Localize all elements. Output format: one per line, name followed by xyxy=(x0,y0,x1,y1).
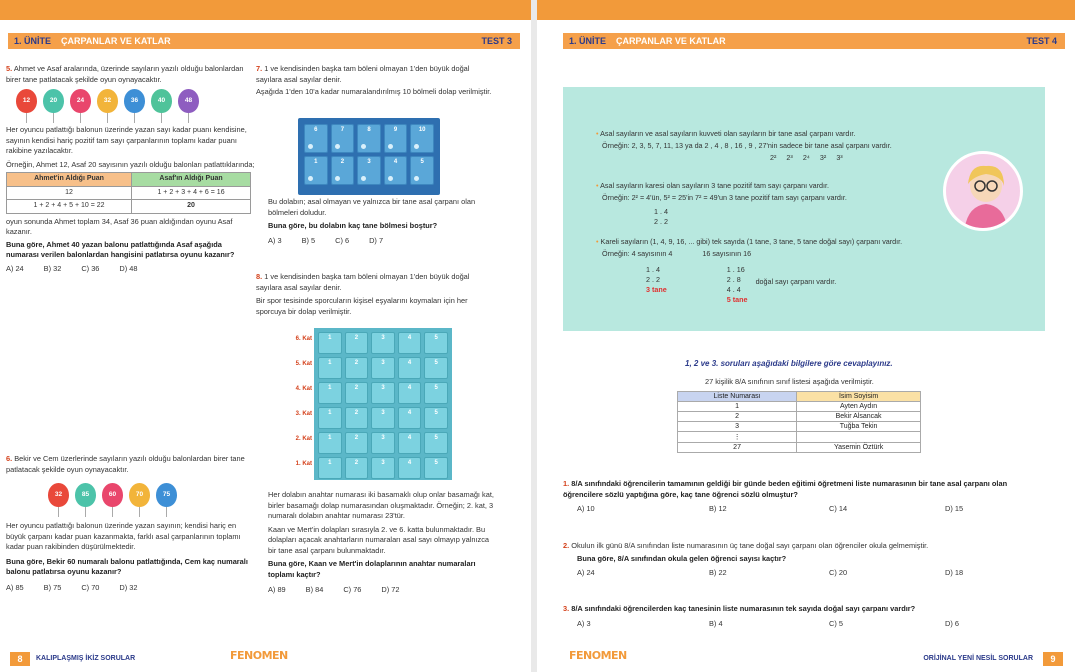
info-item-3: • Kareli sayıların (1, 4, 9, 16, ... gibi) tek sayıda (1 tane, 3 tane, 5 tane doğal sayı) çarpanı vardır. Örneğin: 4 sayısının 4 16 sayısının 16 1 . 4 2 . 2 3 tane 1 . 16 2 . 8 4 . 4 5 tane doğal sayı çarpanı vardır. xyxy=(596,237,903,304)
option-b[interactable]: B) 4 xyxy=(709,618,723,628)
option-d[interactable]: D) 7 xyxy=(369,235,384,245)
factor-line: 2 . 8 xyxy=(726,275,741,284)
table-cell: 2 xyxy=(678,412,797,422)
balloon[interactable]: 60 xyxy=(102,483,123,507)
answer-options xyxy=(577,504,1043,515)
gym-locker-cell: 4 xyxy=(398,407,422,429)
question-prompt: 8/A sınıfındaki öğrencilerden kaç tanesinin liste numarasının tek sayıda doğal sayı çarpanı vardır? xyxy=(571,604,916,613)
floor-label: 5. Kat xyxy=(295,361,312,367)
question-prompt: Buna göre, Ahmet 40 yazan balonu patlattığında Asaf aşağıda numarası verilen balonlardan hangisini patlatırsa oyunu kazanır? xyxy=(6,239,235,259)
table-header: Asaf'ın Aldığı Puan xyxy=(132,173,251,187)
factor-count: 5 tane xyxy=(726,295,748,304)
answer-options xyxy=(6,264,256,275)
option-d[interactable]: D) 18 xyxy=(945,568,964,577)
footer-text: ORİJİNAL YENİ NESİL SORULAR xyxy=(923,655,1033,662)
option-a[interactable]: A) 24 xyxy=(6,263,24,273)
option-b[interactable]: B) 84 xyxy=(305,585,324,594)
question-prompt: Buna göre, 8/A sınıfından okula gelen öğrenci sayısı kaçtır? xyxy=(577,553,787,563)
table-row xyxy=(678,402,921,412)
balloon[interactable]: 12 xyxy=(16,89,37,113)
right-page xyxy=(537,0,1075,672)
top-bar xyxy=(0,0,531,20)
balloon[interactable]: 32 xyxy=(48,483,69,507)
info-text: Örneğin: 2² = 4'ün, 5² = 25'in 7² = 49'un 3 tane pozitif tam sayı çarpanı vardır. xyxy=(602,193,847,202)
gym-locker-cell: 5 xyxy=(424,407,448,429)
table-cell: ⋮ xyxy=(678,432,797,443)
question-text: 1 ve kendisinden başka tam böleni olmayan 1'den büyük doğal sayılara asal sayılar denir. xyxy=(256,272,470,292)
option-d[interactable]: D) 15 xyxy=(945,504,964,513)
option-c[interactable]: C) 20 xyxy=(829,568,848,577)
balloon[interactable]: 75 xyxy=(156,483,177,507)
locker-cell: 3 xyxy=(357,156,381,185)
table-header: İsim Soyisim xyxy=(797,392,921,402)
factor-tree xyxy=(654,207,946,227)
table-cell: 20 xyxy=(132,200,251,214)
locker-cell: 4 xyxy=(384,156,408,185)
table-header: Liste Numarası xyxy=(678,392,797,402)
list-intro: 27 kişilik 8/A sınıfının sınıf listesi aşağıda verilmiştir. xyxy=(705,377,874,386)
gym-locker-cell: 1 xyxy=(318,457,342,479)
power-value: 2² xyxy=(770,153,777,162)
factor-tree xyxy=(727,265,748,305)
question-number: 1. xyxy=(563,479,570,488)
section-title: ÇARPANLAR VE KATLAR xyxy=(616,36,726,46)
power-value: 3³ xyxy=(836,153,843,162)
table-cell: 3 xyxy=(678,422,797,432)
table-cell xyxy=(797,432,921,443)
footer-text: KALIPLAŞMIŞ İKİZ SORULAR xyxy=(36,655,136,662)
balloon[interactable]: 20 xyxy=(43,89,64,113)
locker-cell: 9 xyxy=(384,124,408,153)
info-text: doğal sayı çarpanı vardır. xyxy=(755,277,837,286)
option-c[interactable]: C) 6 xyxy=(335,235,350,245)
question-text: Örneğin, Ahmet 12, Asaf 20 sayısının yazılı olduğu balonları patlattıklarında; xyxy=(6,159,255,169)
question-prompt: Buna göre, Kaan ve Mert'in dolaplarının anahtar numaraları toplamı kaçtır? xyxy=(268,559,476,579)
unit-label: 1. ÜNİTE xyxy=(563,36,612,46)
power-value: 3² xyxy=(819,153,827,162)
info-text: Kareli sayıların (1, 4, 9, 16, ... gibi) tek sayıda (1 tane, 3 tane, 5 tane doğal sayı) çarpanı vardır. xyxy=(600,237,903,246)
table-cell: 1 + 2 + 4 + 5 + 10 = 22 xyxy=(7,200,132,214)
floor-label: 1. Kat xyxy=(295,461,312,467)
option-c[interactable]: C) 14 xyxy=(829,504,848,513)
gym-locker-cell: 1 xyxy=(318,332,342,354)
gym-locker-cell: 3 xyxy=(371,382,395,404)
gym-locker-cell: 1 xyxy=(318,357,342,379)
gym-locker-cell: 3 xyxy=(371,332,395,354)
balloon[interactable]: 85 xyxy=(75,483,96,507)
table-row xyxy=(678,432,921,443)
unit-label: 1. ÜNİTE xyxy=(8,36,57,46)
question-text: Her oyuncu patlattığı balonun üzerinde yazan sayı kadar puanı kendisine, sayının kendisi hariç pozitif tam sayı çarpanlarının toplamı kadar puanı rakibine yazılacaktır. xyxy=(6,125,247,155)
table-header: Ahmet'in Aldığı Puan xyxy=(7,173,132,187)
question-prompt: Buna göre, Bekir 60 numaralı balonu patlattığında, Cem kaç numaralı balonu patlatırsa oyunu kazanır? xyxy=(6,556,248,576)
question-text: Her dolabın anahtar numarası iki basamaklı olup onlar basamağı kat, birler basamağı dolap numarasından oluşmaktadır. Örneğin; 2. kat, 3 numaralı dolabın anahtar numarası 23'tür. xyxy=(268,490,494,520)
balloon[interactable]: 24 xyxy=(70,89,91,113)
question-text: oyun sonunda Ahmet toplam 34, Asaf 36 puan aldığından oyunu Asaf kazanır. xyxy=(6,216,233,236)
power-value: 2³ xyxy=(786,153,793,162)
question-number: 2. xyxy=(563,541,570,550)
floor-label: 4. Kat xyxy=(295,386,312,392)
question-number: 3. xyxy=(563,604,570,613)
factor-line: 1 . 4 xyxy=(646,265,660,274)
floor-label: 2. Kat xyxy=(295,436,312,442)
question-text: Okulun ilk günü 8/A sınıfından liste numarasının üç tane doğal sayı çarpanı olan öğrenciler okula gelmemiştir. xyxy=(571,541,929,550)
balloon[interactable]: 32 xyxy=(97,89,118,113)
question-6 xyxy=(6,454,256,593)
publisher-logo: FENOMEN xyxy=(569,649,627,662)
option-a[interactable]: A) 3 xyxy=(268,235,282,245)
gym-locker-cell: 5 xyxy=(424,432,448,454)
floor-label: 3. Kat xyxy=(295,411,312,417)
question-text: 1 ve kendisinden başka tam böleni olmayan 1'den büyük doğal sayılara asal sayılar denir. xyxy=(256,64,470,84)
gym-locker-cell: 3 xyxy=(371,432,395,454)
answer-options xyxy=(268,585,498,596)
gym-locker-cell: 3 xyxy=(371,457,395,479)
question-text: Kaan ve Mert'in dolapları sırasıyla 2. ve 6. katta bulunmaktadır. Bu dolapları açacak anahtarların numaraları asal sayı olmayıp yalnızca bir tane asal çarpanı bulunmaktadır. xyxy=(268,524,490,555)
question-7-body xyxy=(268,197,498,246)
gym-locker-cell: 3 xyxy=(371,357,395,379)
test-label: TEST 4 xyxy=(1026,36,1057,46)
factor-line: 1 . 4 xyxy=(654,207,668,216)
locker-cell: 6 xyxy=(304,124,328,153)
question-text: Bu dolabın; asal olmayan ve yalnızca bir tane asal çarpanı olan bölmeleri doludur. xyxy=(268,197,476,217)
test-label: TEST 3 xyxy=(481,36,512,46)
page-footer xyxy=(0,646,531,672)
gym-locker-grid xyxy=(318,332,448,479)
question-1 xyxy=(563,479,1043,515)
gym-locker-cell: 3 xyxy=(371,407,395,429)
question-text: Aşağıda 1'den 10'a kadar numaralandırılmış 10 bölmeli dolap verilmiştir. xyxy=(256,87,492,96)
question-prompt: Buna göre, bu dolabın kaç tane bölmesi boştur? xyxy=(268,221,438,230)
gym-locker-cell: 1 xyxy=(318,382,342,404)
option-a[interactable]: A) 89 xyxy=(268,585,286,594)
table-cell: Tuğba Tekin xyxy=(797,422,921,432)
option-c[interactable]: C) 5 xyxy=(829,618,843,628)
option-c[interactable]: C) 70 xyxy=(81,582,100,592)
info-text: Örneğin: 4 sayısının 4 xyxy=(602,249,673,258)
locker-cell: 2 xyxy=(331,156,355,185)
option-a[interactable]: A) 85 xyxy=(6,582,24,592)
info-text: 16 sayısının 16 xyxy=(702,249,752,258)
balloon[interactable]: 36 xyxy=(124,89,145,113)
factor-line: 2 . 2 xyxy=(646,275,660,284)
gym-locker-cell: 4 xyxy=(398,382,422,404)
option-b[interactable]: B) 32 xyxy=(43,263,62,273)
gym-locker-cell: 4 xyxy=(398,357,422,379)
option-b[interactable]: B) 12 xyxy=(709,504,727,513)
table-cell: Ayten Aydın xyxy=(797,402,921,412)
question-text: Bir spor tesisinde sporcuların kişisel eşyalarını koymaları için her sporcuya bir dolap verilmiştir. xyxy=(256,296,468,316)
question-7 xyxy=(256,64,496,98)
locker-cell: 7 xyxy=(331,124,355,153)
page-number: 9 xyxy=(1043,652,1063,666)
gym-locker-cell: 5 xyxy=(424,457,448,479)
factor-line: 4 . 4 xyxy=(726,285,741,294)
page-footer xyxy=(537,646,1075,672)
gym-locker-cell: 1 xyxy=(318,432,342,454)
table-cell: 1 xyxy=(678,402,797,412)
answer-options xyxy=(6,583,256,594)
gym-locker-cabinet xyxy=(314,328,452,480)
option-d[interactable]: D) 48 xyxy=(119,263,138,273)
option-b[interactable]: B) 5 xyxy=(301,235,316,245)
balloon[interactable]: 40 xyxy=(151,89,172,113)
question-text: Her oyuncu patlattığı balonun üzerinde yazan sayının; kendisi hariç en büyük çarpanı kadar puan kazanmakta, farklı asal çarpanlarının toplamı kadar puan rakibinden düşürülmektedir. xyxy=(6,521,241,551)
answer-options xyxy=(577,568,1043,579)
answer-options xyxy=(577,619,1043,630)
info-text: Örneğin: 2, 3, 5, 7, 11, 13 ya da 2 , 4 , 8 , 16 , 9 , 27'nin sadece bir tane asal çarpanı vardır. xyxy=(602,141,892,150)
gym-locker-cell: 2 xyxy=(345,357,369,379)
power-value: 2⁴ xyxy=(802,153,810,162)
gym-locker-cell: 5 xyxy=(424,357,448,379)
factor-count: 3 tane xyxy=(646,285,667,294)
gym-locker-cell: 2 xyxy=(345,407,369,429)
locker-cell: 1 xyxy=(304,156,328,185)
page-header xyxy=(563,33,1065,49)
table-row xyxy=(678,422,921,432)
table-row xyxy=(678,443,921,453)
gym-locker-cell: 2 xyxy=(345,332,369,354)
question-text: Bekir ve Cem üzerlerinde sayıların yazılı olduğu balonlardan birer tane patlatacak şekilde oyun oynayacaktır. xyxy=(6,454,245,474)
class-list-table xyxy=(677,391,921,453)
answer-options xyxy=(268,236,498,247)
table-cell: 1 + 2 + 3 + 4 + 6 = 16 xyxy=(132,186,251,200)
locker-cell: 8 xyxy=(357,124,381,153)
option-a[interactable]: A) 10 xyxy=(577,504,595,513)
question-8 xyxy=(256,272,496,317)
gym-locker-cell: 2 xyxy=(345,457,369,479)
gym-locker-cell: 5 xyxy=(424,382,448,404)
gym-locker-cell: 1 xyxy=(318,407,342,429)
info-box xyxy=(563,87,1045,331)
info-item-2: • Asal sayıların karesi olan sayıların 3 tane pozitif tam sayı çarpanı vardır. Örneğin: 2² = 4'ün, 5² = 25'in 7² = 49'un 3 tane pozitif tam sayı çarpanı vardır. 1 . 4 2 . 2 xyxy=(596,181,946,227)
option-d[interactable]: D) 32 xyxy=(119,582,138,592)
top-bar xyxy=(537,0,1075,20)
powers-row xyxy=(770,153,946,163)
gym-locker-cell: 4 xyxy=(398,332,422,354)
left-page xyxy=(0,0,531,672)
balloon[interactable]: 70 xyxy=(129,483,150,507)
info-text: Asal sayıların ve asal sayıların kuvveti olan sayıların bir tane asal çarpanı vardır. xyxy=(600,129,856,138)
option-b[interactable]: B) 22 xyxy=(709,568,727,577)
question-2 xyxy=(563,541,1043,579)
option-a[interactable]: A) 24 xyxy=(577,568,595,577)
option-d[interactable]: D) 6 xyxy=(945,618,959,628)
info-text: Asal sayıların karesi olan sayıların 3 tane pozitif tam sayı çarpanı vardır. xyxy=(600,181,830,190)
gym-locker-cell: 2 xyxy=(345,382,369,404)
locker-cell: 5 xyxy=(410,156,434,185)
question-3 xyxy=(563,604,1043,629)
gym-locker-cell: 5 xyxy=(424,332,448,354)
factor-tree xyxy=(646,265,667,305)
table-cell: 12 xyxy=(7,186,132,200)
teacher-avatar xyxy=(943,151,1023,231)
floor-labels xyxy=(280,328,312,478)
question-5 xyxy=(6,64,256,274)
question-number: 5. xyxy=(6,64,13,73)
option-c[interactable]: C) 36 xyxy=(81,263,100,273)
question-number: 7. xyxy=(256,64,263,73)
gym-locker-cell: 4 xyxy=(398,457,422,479)
table-cell: Yasemin Öztürk xyxy=(797,443,921,453)
question-number: 8. xyxy=(256,272,263,281)
balloon-row xyxy=(48,483,256,507)
section-title: ÇARPANLAR VE KATLAR xyxy=(61,36,171,46)
table-cell: 27 xyxy=(678,443,797,453)
option-c[interactable]: C) 76 xyxy=(343,585,362,594)
table-row xyxy=(678,412,921,422)
question-prompt: 8/A sınıfındaki öğrencilerin tamamının geldiği bir günde beden eğitimi öğretmeni liste numarasının bir tane asal çarpanı olan öğrencilere sözlü yaptığına göre, kaç tane öğrenci sözlü olmuştur? xyxy=(563,479,1008,499)
gym-locker-cell: 2 xyxy=(345,432,369,454)
score-table xyxy=(6,172,251,214)
balloon[interactable]: 48 xyxy=(178,89,199,113)
factor-line: 1 . 16 xyxy=(726,265,745,274)
publisher-logo: FENOMEN xyxy=(230,649,288,662)
factor-line: 2 . 2 xyxy=(654,217,668,226)
page-number: 8 xyxy=(10,652,30,666)
floor-label: 6. Kat xyxy=(295,336,312,342)
locker-cell: 10 xyxy=(410,124,434,153)
table-cell: Bekir Alsancak xyxy=(797,412,921,422)
balloon-row xyxy=(16,89,256,113)
page-header xyxy=(8,33,520,49)
option-a[interactable]: A) 3 xyxy=(577,618,591,628)
info-item-1: • Asal sayıların ve asal sayıların kuvveti olan sayıların bir tane asal çarpanı vardır. Örneğin: 2, 3, 5, 7, 11, 13 ya da 2 , 4 , 8 , 16 , 9 , 27'nin sadece bir tane asal çarpanı vardır. 2² 2³ 2⁴ 3² 3³ xyxy=(596,129,946,163)
question-number: 6. xyxy=(6,454,13,463)
instruction-text: 1, 2 ve 3. soruları aşağıdaki bilgilere göre cevaplayınız. xyxy=(685,359,893,368)
locker-cabinet xyxy=(298,118,440,195)
option-d[interactable]: D) 72 xyxy=(381,585,400,594)
option-b[interactable]: B) 75 xyxy=(43,582,62,592)
question-8-body xyxy=(268,490,498,596)
gym-locker-cell: 4 xyxy=(398,432,422,454)
locker-grid xyxy=(304,124,434,185)
question-text: Ahmet ve Asaf aralarında, üzerinde sayıların yazılı olduğu balonlardan birer tane patlatacak şekilde oyun oynayacaktır. xyxy=(6,64,244,84)
